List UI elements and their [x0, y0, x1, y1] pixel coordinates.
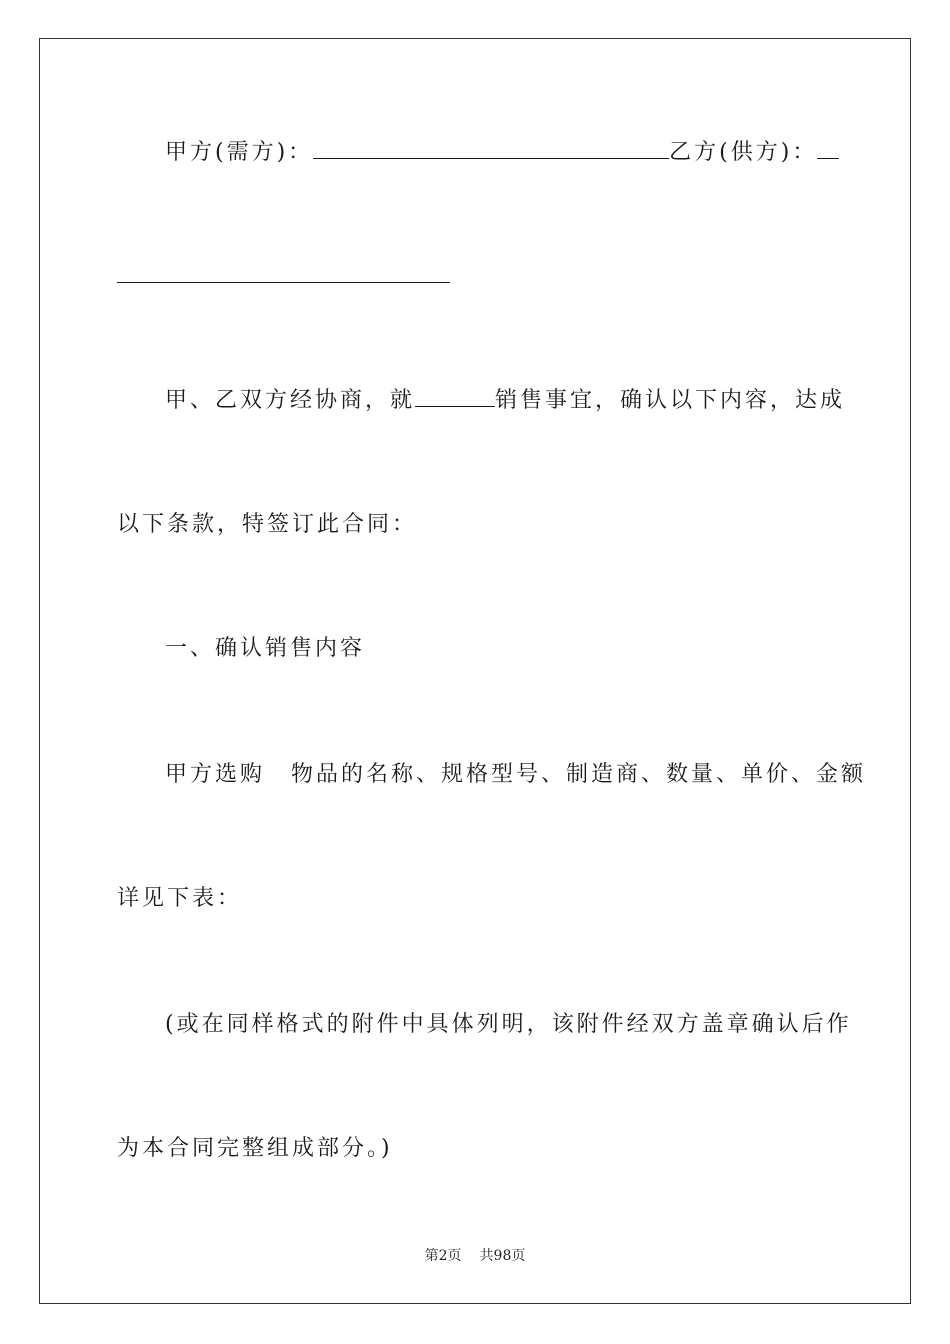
intro-text-part2: 销售事宜，确认以下内容，达成 [495, 388, 846, 413]
intro-text-part1: 甲、乙双方经协商，就 [165, 388, 416, 413]
parties-line [117, 138, 883, 168]
intro-paragraph-line2: 以下条款，特签订此合同： [117, 512, 418, 537]
page-number: 第2页 [424, 1248, 462, 1264]
party-b-blank-continuation [117, 282, 450, 283]
items-paragraph-line1 [117, 760, 883, 790]
party-b-blank [817, 138, 839, 159]
items-text-part1: 甲方选购 [165, 762, 266, 787]
section-1-heading: 一、确认销售内容 [165, 636, 366, 661]
intro-paragraph-line1 [117, 386, 883, 416]
party-a-label: 甲方(需方)： [165, 140, 314, 165]
party-b-label: 乙方(供方)： [669, 140, 818, 165]
note-paragraph-line2: 为本合同完整组成部分。) [117, 1136, 393, 1161]
page-total: 共98页 [479, 1248, 526, 1264]
items-paragraph-line2: 详见下表： [117, 886, 243, 911]
party-a-blank [313, 138, 669, 159]
product-blank [415, 386, 495, 407]
note-paragraph-line1: (或在同样格式的附件中具体列明，该附件经双方盖章确认后作 [165, 1012, 852, 1037]
items-text-part2: 物品的名称、规格型号、制造商、数量、单价、金额 [291, 762, 867, 787]
page-border [39, 38, 911, 1304]
page-footer [0, 1246, 950, 1266]
